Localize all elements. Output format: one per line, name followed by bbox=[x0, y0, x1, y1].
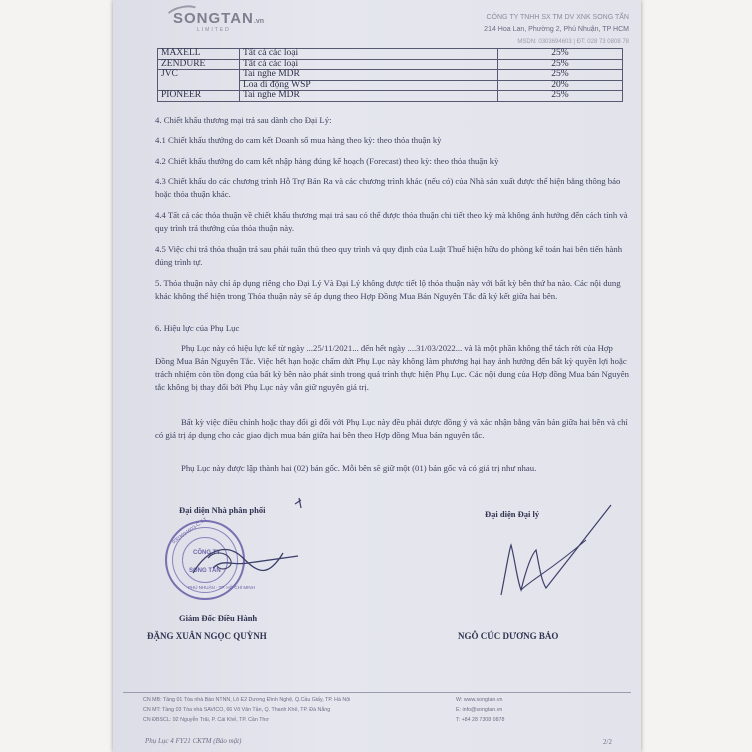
footer-email: E: info@songtan.vn bbox=[456, 707, 503, 713]
discount-table bbox=[157, 48, 623, 102]
rate-cell: 25% bbox=[498, 70, 623, 81]
validity-paragraph: Phụ Lục này có hiệu lực kể từ ngày ...25/11/2021... đến hết ngày ....31/03/2022... và là một phần không thể tách rời của Hợp Đồng Mua Bán Nguyên Tắc. Việc hết hạn hoặc chấm dứt Phụ Lục này không làm phương hại hay ảnh hưởng đến bất kỳ quyền lợi hoặc trách nhiệm còn tồn đọng của bất kỳ bên nào phát sinh trong quá trình thực hiện Phụ Lục. Các nội dung của Hợp đồng Mua bán Nguyên tắc không bị thay đổi bởi Phụ Lục này vẫn giữ nguyên giá trị. bbox=[155, 343, 629, 392]
company-name: CÔNG TY TNHH SX TM DV XNK SONG TẤN bbox=[486, 14, 629, 21]
background-right bbox=[640, 0, 752, 752]
section-6-heading: 6. Hiệu lực của Phụ Lục bbox=[155, 323, 240, 333]
distributor-rep-label: Đại diện Nhà phân phối bbox=[179, 505, 266, 515]
stamp-text-2: SONG TẤN bbox=[189, 568, 221, 574]
footer-web: W: www.songtan.vn bbox=[456, 697, 503, 703]
product-cell: Tai nghe MDR bbox=[240, 91, 498, 102]
footer-divider bbox=[123, 692, 631, 693]
clause-4-1: 4.1 Chiết khấu thưởng do cam kết Doanh số mua hàng theo kỳ: theo thỏa thuận kỳ bbox=[155, 135, 442, 145]
company-info bbox=[484, 12, 629, 48]
page-number: 2/2 bbox=[603, 738, 612, 746]
rate-cell: 20% bbox=[498, 80, 623, 91]
company-tax: MSDN: 0303694603 | ĐT: 028 73 0808 78 bbox=[517, 39, 629, 45]
product-cell: Tất cả các loại bbox=[240, 59, 498, 70]
distributor-signature bbox=[173, 528, 303, 588]
dealer-name: NGÔ CÚC DƯƠNG BẢO bbox=[458, 631, 559, 641]
stamp-text-top: 0303694603-C.T.T bbox=[171, 516, 209, 546]
rate-cell: 25% bbox=[498, 49, 623, 60]
dealer-rep-label: Đại diện Đại lý bbox=[485, 509, 540, 519]
stamp-text-1: CÔNG TY bbox=[193, 550, 221, 556]
footer-phone: T: +84 28 7308 0878 bbox=[456, 717, 505, 723]
signature-tick bbox=[293, 496, 309, 512]
brand-cell: MAXELL bbox=[158, 49, 240, 60]
document-page bbox=[113, 0, 641, 752]
rate-cell: 25% bbox=[498, 59, 623, 70]
table-row bbox=[158, 70, 623, 81]
company-logo: SONGTAN.vn bbox=[173, 10, 265, 27]
logo-tagline: LIMITED bbox=[197, 27, 231, 33]
footer-branch-1: CN MB: Tầng 01 Tòa nhà Báo NTNN, Lô E2 Dương Đình Nghệ, Q.Cầu Giấy, TP. Hà Nội bbox=[143, 697, 351, 703]
product-cell: Tất cả các loại bbox=[240, 49, 498, 60]
amendment-paragraph: Bất kỳ việc điều chỉnh hoặc thay đổi gì đối với Phụ Lục này đều phải được đồng ý và xác nhận bằng văn bản giữa hai bên và chỉ có giá trị áp dụng cho các giao dịch mua bán giữa hai bên theo Hợp đồng Mua bán nguyên tắc. bbox=[155, 417, 628, 440]
dealer-signature bbox=[491, 500, 621, 610]
rate-cell: 25% bbox=[498, 91, 623, 102]
footer-branch-3: CN ĐBSCL: 92 Nguyễn Trãi, P. Cái Khế, TP. Cần Thơ bbox=[143, 717, 269, 723]
clause-4-2: 4.2 Chiết khấu thưởng do cam kết nhập hàng đúng kế hoạch (Forecast) theo kỳ: theo thỏa thuận kỳ bbox=[155, 156, 499, 166]
copies-paragraph: Phụ Lục này được lập thành hai (02) bản gốc. Mỗi bên sẽ giữ một (01) bản gốc và có giá trị như nhau. bbox=[181, 463, 537, 473]
clause-5: 5. Thỏa thuận này chỉ áp dụng riêng cho Đại Lý Và Đại Lý không được tiết lộ thỏa thuận này với bất kỳ bên thứ ba nào. Các nội dung khác không thể hiện trong Thỏa thuận này sẽ áp dụng theo Hợp Đồng Mua Bán Nguyên Tắc đã ký kết giữa hai bên. bbox=[155, 278, 621, 301]
table-row bbox=[158, 49, 623, 60]
brand-cell: PIONEER bbox=[158, 91, 240, 102]
distributor-title: Giám Đốc Điều Hành bbox=[179, 613, 258, 623]
product-cell: Tai nghe MDR bbox=[240, 70, 498, 81]
brand-cell: JVC bbox=[158, 70, 240, 91]
clause-4-5: 4.5 Việc chi trả thỏa thuận trả sau phải tuân thủ theo quy trình và quy định của Luật Thuế hiện hữu do phòng kế toán hai bên tiến hành đúng trình tự. bbox=[155, 244, 623, 267]
clause-4-3: 4.3 Chiết khấu do các chương trình Hỗ Trợ Bán Ra và các chương trình khác (nếu có) của Nhà sản xuất được thể hiện bằng thông báo hoặc thỏa thuận khác. bbox=[155, 176, 621, 199]
document-reference: Phụ Lục 4 FY21 CKTM (Bảo mật) bbox=[145, 737, 242, 745]
background-left bbox=[0, 0, 118, 752]
table-row bbox=[158, 91, 623, 102]
footer-branch-2: CN MT: Tầng 03 Tòa nhà SAVICO, 66 Võ Văn Tần, Q. Thanh Khê, TP. Đà Nẵng bbox=[143, 707, 331, 713]
company-address: 214 Hoa Lan, Phường 2, Phú Nhuận, TP HCM bbox=[484, 26, 629, 33]
stamp-text-bottom: PHÚ NHUẬN - TP. HỒ CHÍ MINH bbox=[188, 585, 255, 590]
brand-cell: ZENDURE bbox=[158, 59, 240, 70]
table-row bbox=[158, 59, 623, 70]
section-4-heading: 4. Chiết khấu thương mại trả sau dành cho Đại Lý: bbox=[155, 115, 332, 125]
product-cell: Loa di động WSP bbox=[240, 80, 498, 91]
distributor-name: ĐẶNG XUÂN NGỌC QUỲNH bbox=[147, 631, 267, 641]
clause-4-4: 4.4 Tất cả các thỏa thuận về chiết khấu thương mại trả sau có thể được thỏa thuận chi tiết theo kỳ mà không ảnh hưởng đến cách tính và quy trình trả thưởng của thỏa thuận này. bbox=[155, 210, 628, 233]
